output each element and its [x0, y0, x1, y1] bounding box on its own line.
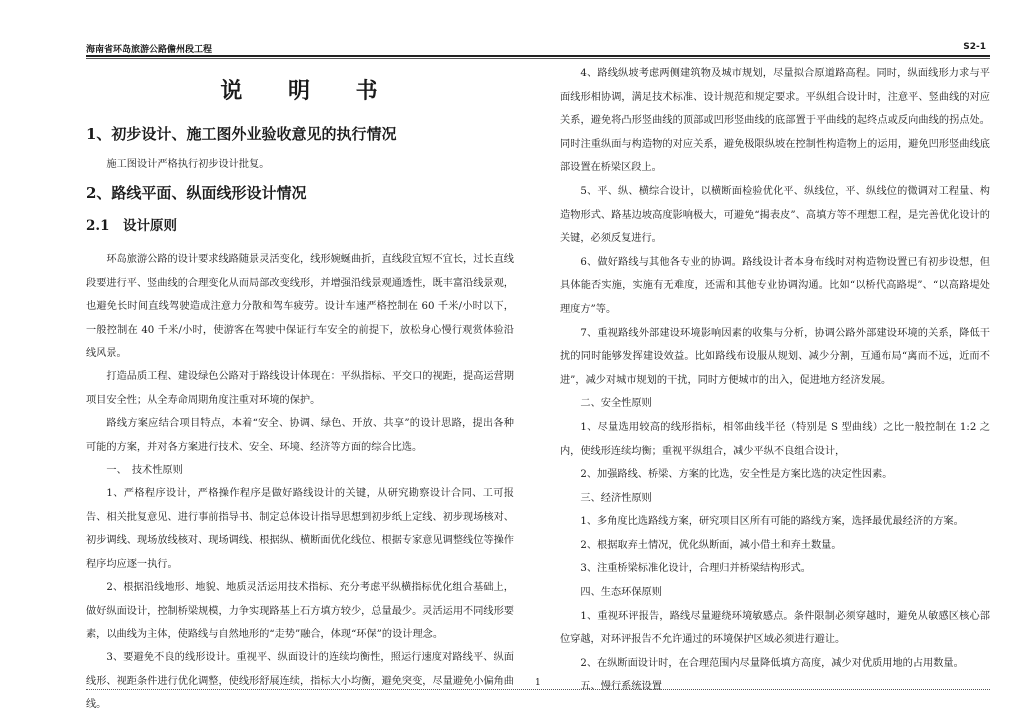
paragraph: 7、重视路线外部建设环境影响因素的收集与分析，协调公路外部建设环境的关系，降低干扰的同时能够发挥建设效益。比如路线布设服从规划、减少分割，互通布局“离而不远，近而不进”，减少对城市规划的干扰，同时方便城市的出入，促进地方经济发展。: [560, 327, 990, 386]
subsection-heading: 五、慢行系统设置: [580, 681, 662, 693]
paragraph: 2、根据沿线地形、地貌、地质灵活运用技术指标、充分考虑平纵横指标优化组合基础上，做好纵面设计，控制桥梁规模，力争实现路基上石方填方较少，总量最少。灵活运用不同线形要素，以曲线为主体，使路线与自然地形的“走势”融合，体现“环保”的设计理念。: [86, 582, 514, 640]
right-column: [560, 62, 990, 699]
paragraph: 1、尽量选用较高的线形指标，相邻曲线半径（特别是 S 型曲线）之比一般控制在 1:2 之内，使线形连续均衡；重视平纵组合，减少平纵不良组合设计，: [560, 421, 990, 457]
paragraph: 2、根据取弃土情况，优化纵断面，减小借土和弃土数量。: [580, 539, 842, 551]
section-2-heading: 2、路线平面、纵面线形设计情况: [86, 184, 307, 203]
paragraph: 2、加强路线、桥梁、方案的比选，安全性是方案比选的决定性因素。: [580, 469, 893, 481]
paragraph: 打造品质工程、建设绿色公路对于路线设计体现在：平纵指标、平交口的视距，提高运营期项目安全性；从全寿命周期角度注重对环境的保护。: [86, 371, 514, 406]
paragraph: 2、在纵断面设计时，在合理范围内尽量降低填方高度，减少对优质用地的占用数量。: [580, 657, 964, 669]
page-number: 1: [535, 678, 541, 688]
section-2-1-heading: 2.1 设计原则: [86, 218, 177, 235]
paragraph: 1、严格程序设计，严格操作程序是做好路线设计的关键，从研究勘察设计合同、工可报告、相关批复意见、进行事前指导书、制定总体设计指导思想到初步纸上定线、初步现场核对、初步调线、现场放线核对、现场调线、根据纵、横断面优化线位、根据专家意见调整线位等操作程序均应逐一执行。: [86, 488, 514, 570]
subsection-heading: 四、生态环保原则: [580, 587, 662, 599]
subsection-heading: 三、经济性原则: [580, 492, 652, 504]
header-rule: [86, 55, 990, 57]
paragraph: 1、多角度比选路线方案，研究项目区所有可能的路线方案，选择最优最经济的方案。: [580, 516, 964, 528]
paragraph: 5、平、纵、横综合设计，以横断面检验优化平、纵线位，平、纵线位的微调对工程量、构造物形式、路基边坡高度影响极大，可避免“揭表皮”、高填方等不理想工程，是完善优化设计的关键，必须反复进行。: [560, 185, 990, 245]
subsection-heading: 一、 技术性原则: [106, 465, 183, 477]
page-title: 说 明 书: [220, 78, 380, 104]
footer-rule: [86, 689, 990, 690]
subsection-heading: 二、安全性原则: [580, 398, 652, 410]
header-rule-thin: [86, 58, 990, 59]
paragraph: 环岛旅游公路的设计要求线路随景灵活变化，线形婉蜒曲折，直线段宜短不宜长，过长直线段要进行平、竖曲线的合理变化从而局部改变线形，并增强沿线景观通透性，既丰富沿线景观，也避免长时间直线驾驶造成注意力分散和驾车疲劳。设计车速严格控制在 60 千米/小时以下，一般控制在 40 千米/小时，使游客在驾驶中保证行车安全的前提下，放松身心慢行观赏体验沿线风景。: [86, 254, 514, 360]
paragraph: 4、路线纵坡考虑两侧建筑物及城市规划，尽量拟合原道路高程。同时，纵面线形力求与平面线形相协调，满足技术标准、设计规范和规定要求。平纵组合设计时，注意平、竖曲线的对应关系，避免将凸形竖曲线的顶部或凹形竖曲线的底部置于平曲线的起终点或反向曲线的拐点处。同时注重纵面与构造物的对应关系，避免极限纵坡在控制性构造物上的运用，避免凹形竖曲线底部设置在桥梁区段上。: [560, 68, 990, 174]
paragraph: 3、要避免不良的线形设计。重视平、纵面设计的连续均衡性，照运行速度对路线平、纵面线形、视距条件进行优化调整，使线形舒展连续，指标大小均衡，避免突变，尽量避免小偏角曲线。: [86, 652, 514, 711]
paragraph: 3、注重桥梁标准化设计，合理归并桥梁结构形式。: [580, 563, 811, 575]
paragraph: 施工图设计严格执行初步设计批复。: [106, 159, 270, 170]
paragraph: 1、重视环评报告，路线尽量避绕环境敏感点。条件限制必须穿越时，避免从敏感区核心部位穿越，对环评报告不允许通过的环境保护区域必须进行避让。: [560, 610, 990, 646]
header-drawing-code: S2-1: [963, 42, 986, 52]
header-project-title: 海南省环岛旅游公路儋州段工程: [86, 45, 213, 55]
paragraph: 路线方案应结合项目特点，本着“安全、协调、绿色、开放、共享”的设计思路，提出各种可能的方案，并对各方案进行技术、安全、环境、经济等方面的综合比选。: [86, 418, 514, 453]
left-column: [86, 62, 514, 717]
paragraph: 6、做好路线与其他各专业的协调。路线设计者本身布线时对构造物设置已有初步设想，但具体能否实施，实施有无难度，还需和其他专业协调沟通。比如“以桥代高路堤”、“以高路堤处理度方”等。: [560, 256, 990, 315]
section-1-heading: 1、初步设计、施工图外业验收意见的执行情况: [86, 125, 397, 143]
